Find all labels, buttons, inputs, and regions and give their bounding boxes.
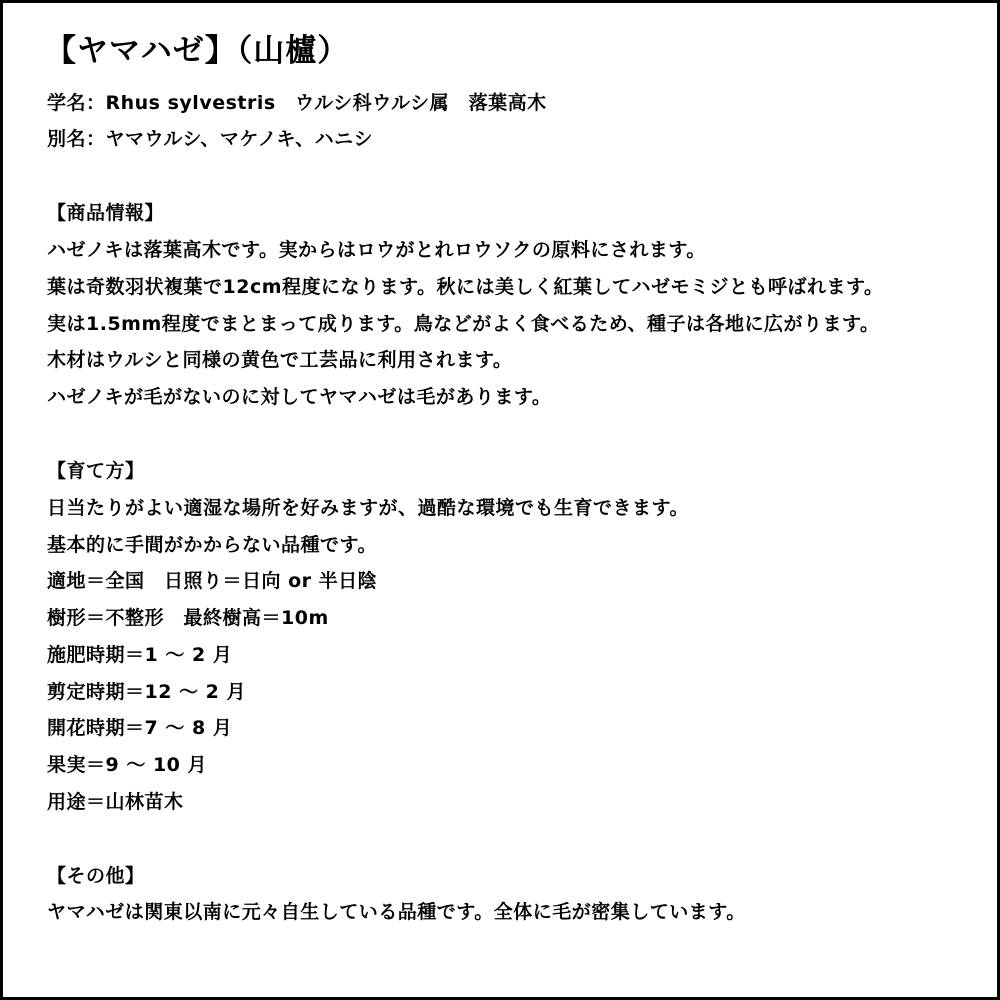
section-heading-other: 【その他】: [47, 865, 145, 887]
section-heading-product: 【商品情報】: [47, 202, 165, 224]
growing-line: 日当たりがよい適湿な場所を好みますが、過酷な環境でも生育できます。: [47, 497, 689, 519]
growing-line: 果実＝9 ～ 10 月: [47, 754, 208, 776]
product-line: 実は1.5mm程度でまとまって成ります。鳥などがよく食べるため、種子は各地に広がります。: [47, 313, 880, 335]
product-line: ハゼノキが毛がないのに対してヤマハゼは毛があります。: [47, 386, 552, 408]
growing-line: 樹形＝不整形 最終樹高＝10m: [47, 607, 329, 629]
scientific-name: 学名：Rhus sylvestris ウルシ科ウルシ属 落葉高木: [47, 92, 547, 114]
product-line: ハゼノキは落葉高木です。実からはロウがとれロウソクの原料にされます。: [47, 239, 706, 261]
growing-line: 用途＝山林苗木: [47, 791, 184, 813]
other-line: ヤマハゼは関東以南に元々自生している品種です。全体に毛が密集しています。: [47, 901, 746, 923]
product-line: 木材はウルシと同様の黄色で工芸品に利用されます。: [47, 349, 513, 371]
alias-names: 別名：ヤマウルシ、マケノキ、ハニシ: [47, 128, 374, 150]
growing-line: 施肥時期＝1 ～ 2 月: [47, 644, 233, 666]
page-title: 【ヤマハゼ】（山櫨）: [45, 33, 350, 69]
growing-line: 開花時期＝7 ～ 8 月: [47, 717, 233, 739]
growing-line: 適地＝全国 日照り＝日向 or 半日陰: [47, 570, 378, 592]
section-heading-growing: 【育て方】: [47, 460, 145, 482]
product-line: 葉は奇数羽状複葉で12cm程度になります。秋には美しく紅葉してハゼモミジとも呼ばれます。: [47, 276, 884, 298]
growing-line: 基本的に手間がかからない品種です。: [47, 534, 377, 556]
growing-line: 剪定時期＝12 ～ 2 月: [47, 681, 247, 703]
